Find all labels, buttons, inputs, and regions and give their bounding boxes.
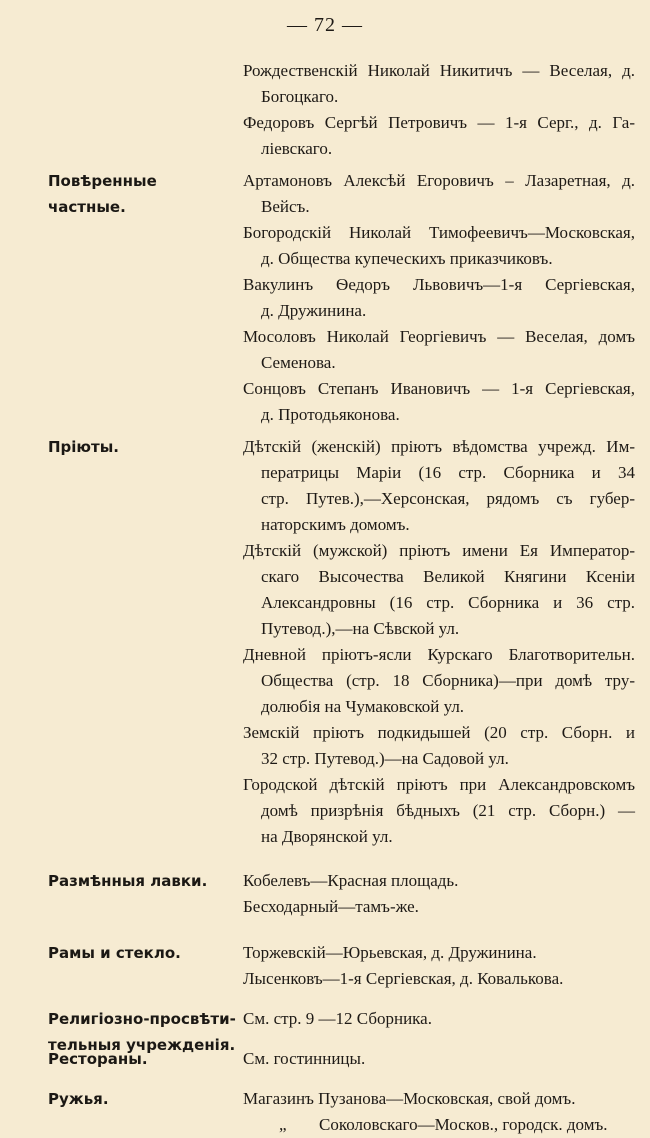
ditto-mark: „ [279, 1115, 287, 1134]
entry-line: Дневной пріютъ-ясли Курскаго Благотворительн. [243, 645, 635, 664]
entry-line: Александровны (16 стр. Сборника и 36 стр. [261, 593, 635, 612]
entry-line: Семенова. [261, 353, 336, 372]
section-heading [48, 1046, 238, 1072]
entry-line: наторскимъ домомъ. [261, 515, 410, 534]
entry-line: скаго Высочества Великой Княгини Ксеніи [261, 567, 635, 586]
entry [243, 720, 635, 772]
entry-line: домѣ призрѣнія бѣдныхъ (21 стр. Сборн.) — [261, 801, 635, 820]
entry-line: Кобелевъ—Красная площадь. [243, 871, 459, 890]
entry [243, 772, 635, 850]
entry-line: Лысенковъ—1-я Сергіевская, д. Ковалькова. [243, 969, 564, 988]
section-heading-line: тельныя учрежденія. [48, 1036, 236, 1054]
section-heading-line: Религіозно-просвѣти- [48, 1010, 236, 1028]
section-heading-line: Повѣренные частные. [48, 172, 157, 216]
entry-line: Рождественскій Николай Никитичъ — Веселая, д. [243, 61, 635, 80]
directory-section [0, 1046, 650, 1072]
entry-line: Федоровъ Сергѣй Петровичъ — 1-я Серг., д. Га- [243, 113, 635, 132]
section-content [243, 1086, 635, 1138]
entry [243, 168, 635, 220]
entry [243, 538, 635, 642]
entry-line: Земскій пріютъ подкидышей (20 стр. Сборн. и [243, 723, 635, 742]
entry [243, 940, 635, 966]
entry [243, 434, 635, 538]
entry [243, 324, 635, 376]
entry-line: Вакулинъ Ѳедоръ Львовичъ—1-я Сергіевская, [243, 275, 635, 294]
directory-section [0, 1086, 650, 1138]
section-heading-line: Рамы и стекло. [48, 944, 181, 962]
entry-line: Торжевскій—Юрьевская, д. Дружинина. [243, 943, 537, 962]
entry-line: Богоцкаго. [261, 87, 339, 106]
directory-entries [0, 58, 650, 1138]
directory-section [0, 168, 650, 428]
directory-section [0, 58, 650, 162]
section-heading [48, 940, 238, 966]
entry [243, 1006, 635, 1032]
section-content [243, 1046, 635, 1072]
section-content [243, 168, 635, 428]
section-heading [48, 1086, 238, 1112]
entry-line: Общества (стр. 18 Сборника)—при домѣ тру- [261, 671, 635, 690]
entry [243, 272, 635, 324]
entry [243, 1046, 635, 1072]
entry [243, 868, 635, 894]
entry-line: Городской дѣтскій пріютъ при Александровскомъ [243, 775, 635, 794]
entry-line: д. Протодьяконова. [261, 405, 400, 424]
section-content [243, 434, 635, 850]
section-heading [48, 434, 238, 460]
page-number: — 72 — [287, 14, 363, 36]
entry [243, 966, 635, 992]
entry-line: ператрицы Маріи (16 стр. Сборника и 34 [261, 463, 635, 482]
entry-line: Артамоновъ Алексѣй Егоровичъ – Лазаретная, д. [243, 171, 635, 190]
entry [243, 376, 635, 428]
entry-line: Вейсъ. [261, 197, 310, 216]
directory-section [0, 868, 650, 920]
entry [243, 894, 635, 920]
section-content [243, 1006, 635, 1032]
entry [243, 220, 635, 272]
section-heading [48, 168, 238, 220]
entry-line: Мосоловъ Николай Георгіевичъ — Веселая, домъ [243, 327, 635, 346]
entry-line: Сонцовъ Степанъ Ивановичъ — 1-я Сергіевская, [243, 379, 635, 398]
entry-line: Богородскій Николай Тимофеевичъ—Московская, [243, 223, 635, 242]
entry-line: д. Общества купеческихъ приказчиковъ. [261, 249, 553, 268]
entry-line: стр. Путев.),—Херсонская, рядомъ съ губер- [261, 489, 635, 508]
section-heading-line: Пріюты. [48, 438, 119, 456]
section-heading-line: Рестораны. [48, 1050, 148, 1068]
section-heading-line: Ружья. [48, 1090, 109, 1108]
entry [243, 110, 635, 162]
directory-section [0, 1006, 650, 1054]
section-content [243, 940, 635, 992]
directory-section [0, 434, 650, 850]
entry-line-ditto [243, 1112, 635, 1138]
section-content [243, 58, 635, 162]
entry-line: Магазинъ Пузанова—Московская, свой домъ. [243, 1089, 576, 1108]
entry [243, 58, 635, 110]
entry-line: Дѣтскій (мужской) пріютъ имени Ея Император- [243, 541, 635, 560]
entry [243, 642, 635, 720]
entry-line: на Дворянской ул. [261, 827, 393, 846]
entry [243, 1086, 635, 1112]
entry-line: Бесходарный—тамъ-же. [243, 897, 419, 916]
section-heading [48, 868, 238, 894]
ditto-text: Соколовскаго—Москов., городск. домъ. [319, 1115, 608, 1134]
entry-line: См. гостинницы. [243, 1049, 366, 1068]
section-heading-line: Размѣнныя лавки. [48, 872, 208, 890]
entry-line: Путевод.),—на Сѣвской ул. [261, 619, 460, 638]
entry-line: д. Дружинина. [261, 301, 367, 320]
entry-line: ліевскаго. [261, 139, 333, 158]
directory-section [0, 940, 650, 992]
entry-line: См. стр. 9 —12 Сборника. [243, 1009, 432, 1028]
entry-line: Дѣтскій (женскій) пріютъ вѣдомства учрежд. Им- [243, 437, 635, 456]
section-content [243, 868, 635, 920]
entry-line: 32 стр. Путевод.)—на Садовой ул. [261, 749, 509, 768]
entry-line: долюбія на Чумаковской ул. [261, 697, 465, 716]
